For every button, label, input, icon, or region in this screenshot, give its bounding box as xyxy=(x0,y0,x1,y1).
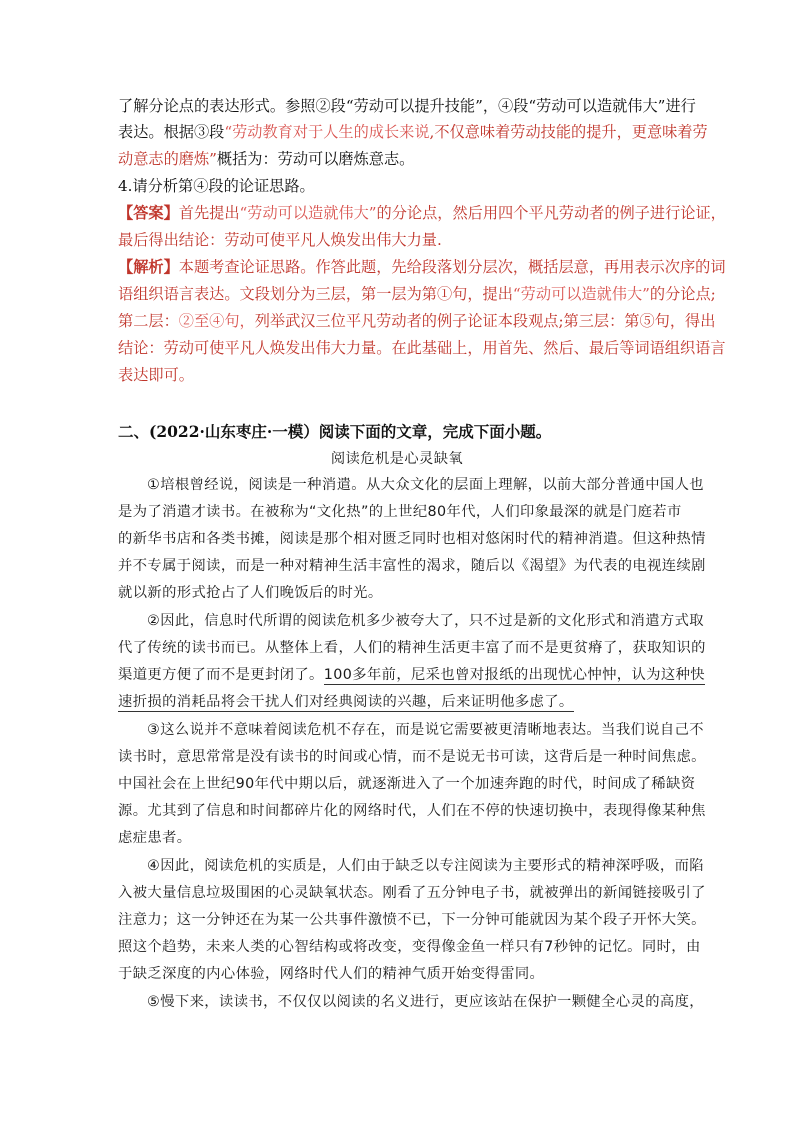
article-title: 阅读危机是心灵缺氧 xyxy=(330,451,464,467)
article-line: 注意力；这一分钟还在为某一公共事件激愤不已，下一分钟可能就因为某个段子开怀大笑。 xyxy=(118,912,706,928)
explanation-line-1: 【解析】本题考查论证思路。作答此题，先给段落划分层次，概括层意，再用表示次序的词 xyxy=(118,258,726,276)
article-line: 入被大量信息垃圾围困的心灵缺氧状态。刚看了五分钟电子书，就被弹出的新闻链接吸引了 xyxy=(118,885,706,901)
section-heading: 二、(2022·山东枣庄·一模）阅读下面的文章，完成下面小题。 xyxy=(118,422,552,441)
underlined-sentence-end: 速折损的消耗品将会干扰人们对经典阅读的兴趣，后来证明他多虑了。 xyxy=(118,694,574,710)
analysis-line-2: 表达。根据③段“劳动教育对于人生的成长来说,不仅意味着劳动技能的提升，更意味着劳 xyxy=(118,123,708,141)
article-line: ③这么说并不意味着阅读危机不存在，而是说它需要被更清晰地表达。当我们说自己不 xyxy=(147,722,704,738)
underlined-sentence: 100多年前，尼采也曾对报纸的出现忧心忡忡，认为这种快 xyxy=(323,667,705,683)
article-line: 就以新的形式抢占了人们晚饭后的时光。 xyxy=(118,585,383,601)
explanation-line-5: 表达即可。 xyxy=(118,366,194,384)
explanation-line-3: 第二层：②至④句，列举武汉三位平凡劳动者的例子论证本段观点;第三层：第⑤句，得出 xyxy=(118,312,716,330)
explanation-line-4: 结论：劳动可使平凡人焕发出伟大力量。在此基础上，用首先、然后、最后等词语组织语言 xyxy=(118,339,726,357)
explanation-tag: 【解析】 xyxy=(118,258,179,276)
article-line: 并不专属于阅读，而是一种对精神生活丰富性的渴求，随后以《渴望》为代表的电视连续剧 xyxy=(118,558,706,574)
article-line: 代了传统的读书而已。从整体上看，人们的精神生活更丰富了而不是更贫瘠了，获取知识的 xyxy=(118,640,706,656)
article-line: 照这个趋势，未来人类的心智结构或将改变，变得像金鱼一样只有7秒钟的记忆。同时，由 xyxy=(118,939,701,955)
article-line: 读书时，意思常常是没有读书的时间或心情，而不是说无书可读，这背后是一种时间焦虑。 xyxy=(118,749,706,765)
article-line: 源。尤其到了信息和时间都碎片化的网络时代，人们在不停的快速切换中，表现得像某种焦 xyxy=(118,803,706,819)
article-line xyxy=(118,691,574,713)
question-4: 4.请分析第④段的论证思路。 xyxy=(118,177,315,195)
article-line: 渠道更方便了而不是更封闭了。100多年前，尼采也曾对报纸的出现忧心忡忡，认为这种快 xyxy=(118,667,705,683)
explanation-line-2: 语组织语言表达。文段划分为三层，第一层为第①句，提出“劳动可以造就伟大”的分论点; xyxy=(118,285,716,303)
article-line: 中国社会在上世纪90年代中期以后，就逐渐进入了一个加速奔跑的时代，时间成了稀缺资 xyxy=(118,776,696,792)
answer-line-2: 最后得出结论：劳动可使平凡人焕发出伟大力量. xyxy=(118,231,442,249)
article-line: ⑤慢下来，读读书，不仅仅以阅读的名义进行，更应该站在保护一颗健全心灵的高度， xyxy=(147,994,704,1010)
article-line: 于缺乏深度的内心体验，网络时代人们的精神气质开始变得雷同。 xyxy=(118,966,545,982)
article-line: ④因此，阅读危机的实质是，人们由于缺乏以专注阅读为主要形式的精神深呼吸，而陷 xyxy=(147,858,704,874)
answer-line-1: 【答案】首先提出“劳动可以造就伟大”的分论点，然后用四个平凡劳动者的例子进行论证， xyxy=(118,204,726,222)
article-line: 是为了消遣才读书。在被称为“文化热”的上世纪80年代，人们印象最深的就是门庭若市 xyxy=(118,504,682,520)
article-line: ①培根曾经说，阅读是一种消遣。从大众文化的层面上理解，以前大部分普通中国人也 xyxy=(147,477,704,493)
article-line: 虑症患者。 xyxy=(118,830,192,846)
analysis-line-3: 动意志的磨炼”概括为：劳动可以磨炼意志。 xyxy=(118,150,415,168)
article-line: 的新华书店和各类书摊，阅读是那个相对匮乏同时也相对悠闲时代的精神消遣。但这种热情 xyxy=(118,531,706,547)
answer-tag: 【答案】 xyxy=(118,204,179,222)
analysis-line-1: 了解分论点的表达形式。参照②段“劳动可以提升技能”，④段“劳动可以造就伟大”进行 xyxy=(118,97,696,115)
article-line: ②因此，信息时代所谓的阅读危机多少被夸大了，只不过是新的文化形式和消遣方式取 xyxy=(147,613,704,629)
